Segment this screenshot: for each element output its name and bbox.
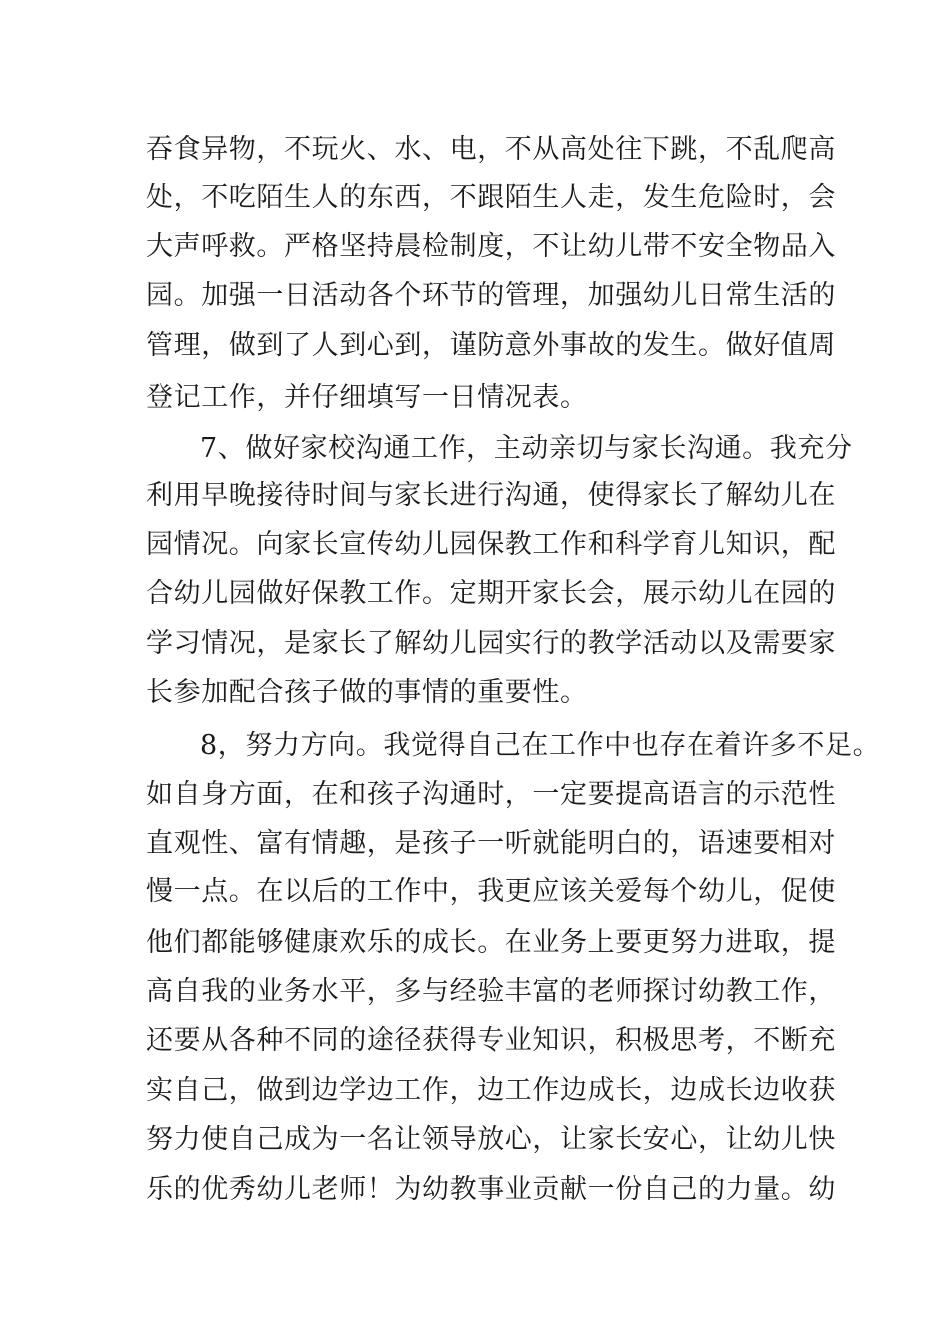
text-line: 他们都能够健康欢乐的成长。在业务上要更努力进取，提: [146, 927, 836, 958]
text-line: 还要从各种不同的途径获得专业知识，积极思考，不断充: [146, 1025, 836, 1056]
paragraph-first-line: 7、做好家校沟通工作，主动亲切与家长沟通。我充分: [200, 433, 853, 464]
text-line: 园情况。向家长宣传幼儿园保教工作和科学育儿知识，配: [146, 529, 836, 560]
text-line: 乐的优秀幼儿老师！为幼教事业贡献一份自己的力量。幼: [146, 1174, 836, 1205]
text-line: 合幼儿园做好保教工作。定期开家长会，展示幼儿在园的: [146, 578, 836, 609]
text-line: 努力使自己成为一名让领导放心，让家长安心，让幼儿快: [146, 1124, 836, 1155]
text-line: 高自我的业务水平，多与经验丰富的老师探讨幼教工作，: [146, 976, 836, 1007]
text-line: 处，不吃陌生人的东西，不跟陌生人走，发生危险时，会: [146, 182, 836, 213]
text-line: 吞食异物，不玩火、水、电，不从高处往下跳，不乱爬高: [146, 134, 836, 165]
text-line: 实自己，做到边学边工作，边工作边成长，边成长边收获: [146, 1075, 836, 1106]
text-line: 利用早晚接待时间与家长进行沟通，使得家长了解幼儿在: [146, 480, 836, 511]
text-line: 园。加强一日活动各个环节的管理，加强幼儿日常生活的: [146, 280, 836, 311]
text-line: 管理，做到了人到心到，谨防意外事故的发生。做好值周: [146, 330, 836, 361]
text-line: 慢一点。在以后的工作中，我更应该关爱每个幼儿，促使: [146, 876, 836, 907]
text-line: 大声呼救。严格坚持晨检制度，不让幼儿带不安全物品入: [146, 231, 836, 262]
text-line: 登记工作，并仔细填写一日情况表。: [146, 382, 588, 413]
text-line: 学习情况，是家长了解幼儿园实行的教学活动以及需要家: [146, 628, 836, 659]
paragraph-first-line: 8，努力方向。我觉得自己在工作中也存在着许多不足。: [200, 730, 881, 761]
text-line: 如自身方面，在和孩子沟通时，一定要提高语言的示范性: [146, 779, 836, 810]
text-line: 长参加配合孩子做的事情的重要性。: [146, 677, 588, 708]
text-line: 直观性、富有情趣，是孩子一听就能明白的，语速要相对: [146, 828, 836, 859]
